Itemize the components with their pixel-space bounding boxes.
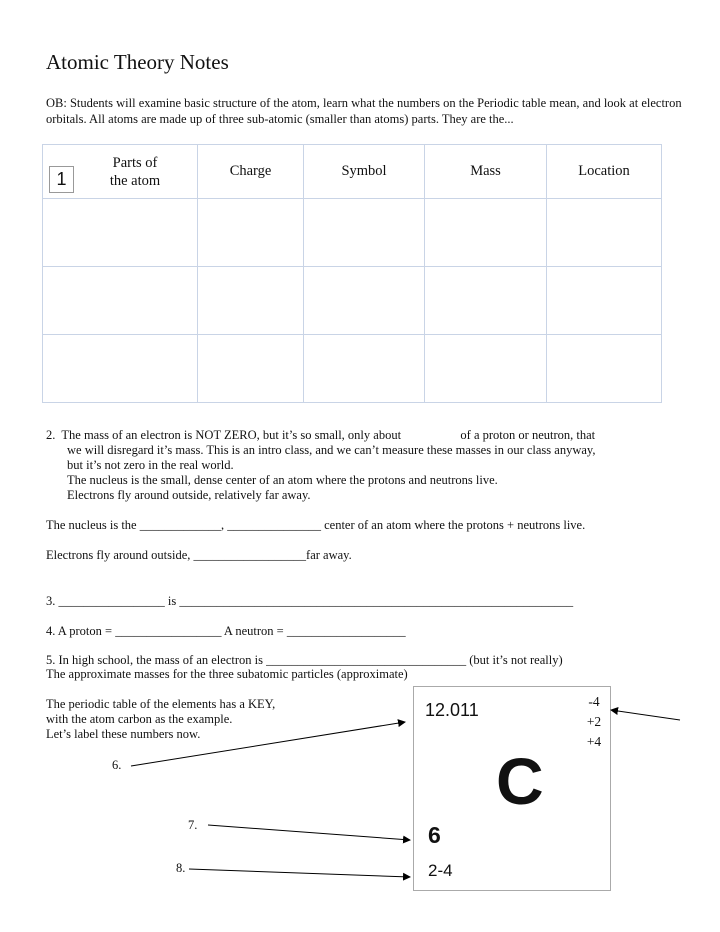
atomic-mass: 12.011 <box>425 700 479 720</box>
electron-configuration: 2-4 <box>428 861 453 880</box>
page-title: Atomic Theory Notes <box>46 50 229 74</box>
key-line: with the atom carbon as the example. <box>46 712 233 726</box>
label-8: 8. <box>176 861 186 875</box>
label-6: 6. <box>112 758 122 772</box>
header-location: Location <box>547 145 662 199</box>
oxidation-state: +4 <box>586 734 602 749</box>
item-5-line: 5. In high school, the mass of an electron is ________________________________ (but it’s not really) <box>46 653 563 667</box>
arrow-7 <box>208 825 410 840</box>
item-2-line: 2. The mass of an electron is NOT ZERO, but it’s so small, only about of a proton or neutron, that <box>46 428 596 442</box>
item-3: 3. _________________ is _______________________________________________________________ <box>46 594 574 608</box>
oxidation-state: +2 <box>586 714 602 729</box>
oxidation-state: -4 <box>588 694 600 709</box>
header-mass: Mass <box>425 145 547 199</box>
electrons-fill-in: Electrons fly around outside, __________________far away. <box>46 548 352 562</box>
item-5-line: The approximate masses for the three subatomic particles (approximate) <box>46 667 408 681</box>
key-line: The periodic table of the elements has a KEY, <box>46 697 276 711</box>
item-4: 4. A proton = _________________ A neutron = ___________________ <box>46 624 406 638</box>
key-line: Let’s label these numbers now. <box>46 727 201 741</box>
arrow-8 <box>189 869 410 877</box>
nucleus-fill-in: The nucleus is the _____________, _______________ center of an atom where the protons + neutrons live. <box>46 518 586 532</box>
atomic-number: 6 <box>428 822 441 848</box>
header-charge: Charge <box>198 145 304 199</box>
item-2-line: but it’s not zero in the real world. <box>67 458 234 472</box>
question-number-box: 1 <box>49 166 74 193</box>
header-parts-label: Parts of the atom <box>109 154 161 189</box>
header-symbol: Symbol <box>304 145 425 199</box>
element-symbol: C <box>496 744 544 818</box>
arrow-6 <box>131 722 405 766</box>
label-7: 7. <box>188 818 198 832</box>
item-2-line: Electrons fly around outside, relatively far away. <box>67 488 311 502</box>
item-2-line: we will disregard it’s mass. This is an intro class, and we can’t measure these masses in our class anyway, <box>67 443 596 457</box>
arrow-oxidation <box>611 710 680 720</box>
item-2-line: The nucleus is the small, dense center of an atom where the protons and neutrons live. <box>67 473 498 487</box>
objective-text: OB: Students will examine basic structure of the atom, learn what the numbers on the Periodic table mean, and look at electron orbitals. All atoms are made up of three sub-atomic (smaller than atoms) parts. They are the... <box>46 96 682 126</box>
